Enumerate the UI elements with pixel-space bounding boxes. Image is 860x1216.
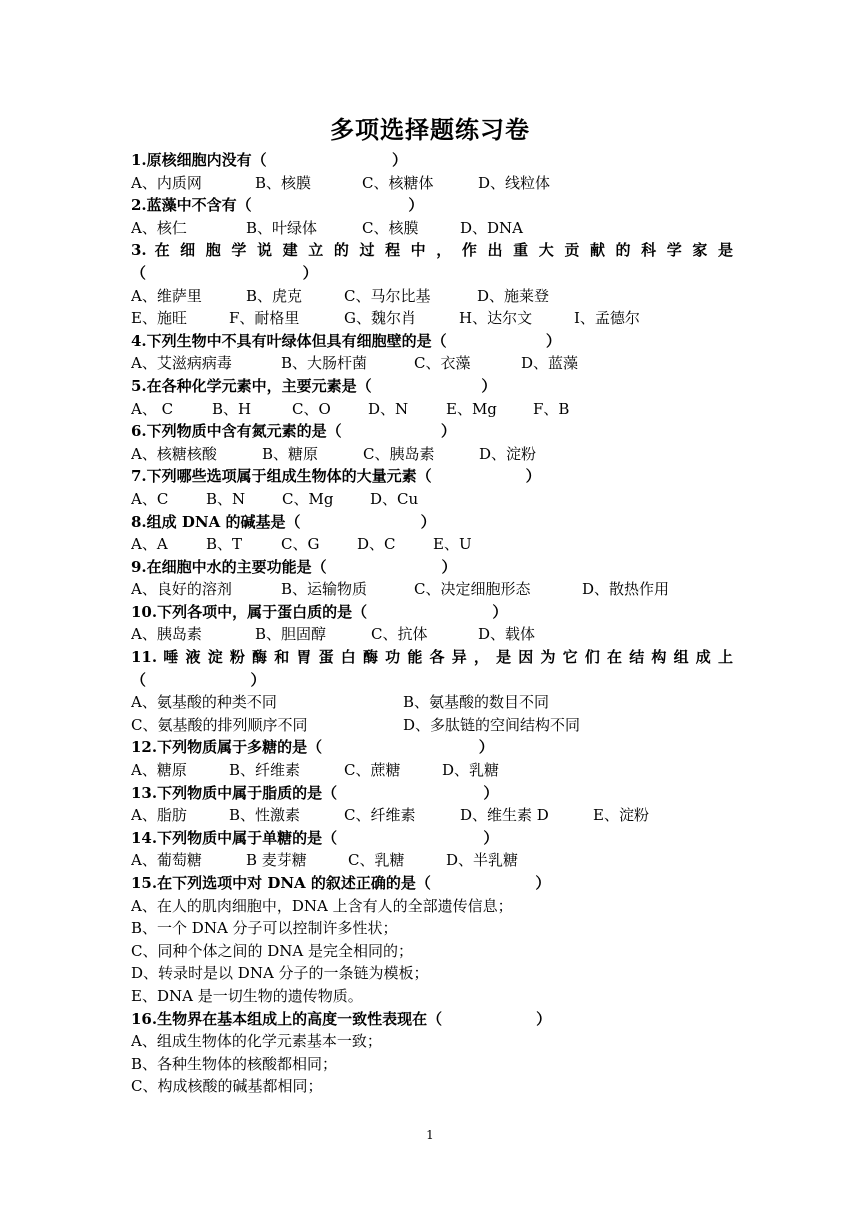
options-7 — [131, 488, 733, 511]
option: E、淀粉 — [593, 806, 649, 825]
question-8: 8.组成 DNA 的碱基是（ ） — [131, 512, 436, 531]
option: B、纤维素 — [229, 761, 301, 780]
option: A、氨基酸的种类不同 — [131, 693, 277, 712]
option: B、运输物质 — [281, 580, 368, 599]
options-1 — [131, 172, 733, 195]
question-16: 16.生物界在基本组成上的高度一致性表现在（ ） — [131, 1009, 552, 1028]
option: B、胆固醇 — [255, 625, 327, 644]
option: H、达尔文 — [459, 309, 533, 328]
option: A、A — [131, 535, 168, 554]
option: D、施莱登 — [477, 286, 550, 305]
options-3 — [131, 285, 733, 308]
option: G、魏尔肖 — [344, 309, 416, 328]
option: E、U — [433, 535, 472, 554]
option-line: A、组成生物体的化学元素基本一致； — [131, 1032, 382, 1051]
option: C、G — [281, 535, 320, 554]
question-7: 7.下列哪些选项属于组成生物体的大量元素（ ） — [131, 467, 541, 486]
options-12 — [131, 759, 733, 782]
option: C、蔗糖 — [344, 761, 401, 780]
option: C、O — [292, 399, 331, 418]
option: D、DNA — [460, 218, 524, 237]
option-line: D、转录时是以 DNA 分子的一条链为模板； — [131, 964, 429, 983]
option: B、叶绿体 — [246, 218, 318, 237]
option: C、乳糖 — [348, 851, 405, 870]
question-14: 14.下列物质中属于单糖的是（ ） — [131, 828, 499, 847]
options-4 — [131, 352, 733, 375]
question-9: 9.在细胞中水的主要功能是（ ） — [131, 557, 457, 576]
option: C、衣藻 — [414, 354, 471, 373]
options-5 — [131, 398, 733, 421]
option: C、Mg — [282, 489, 334, 508]
option: F、耐格里 — [229, 309, 300, 328]
option: D、蓝藻 — [521, 354, 579, 373]
option: A、艾滋病病毒 — [131, 354, 232, 373]
option: A、C — [131, 489, 169, 508]
option: C、马尔比基 — [344, 286, 431, 305]
option: D、C — [357, 535, 396, 554]
page-title: 多项选择题练习卷 — [330, 115, 530, 144]
question-1: 1.原核细胞内没有（ ） — [131, 151, 407, 169]
question-12: 12.下列物质属于多糖的是（ ） — [131, 738, 494, 757]
option: B、T — [206, 535, 243, 554]
option: F、B — [533, 399, 570, 418]
option: B、N — [206, 489, 246, 508]
option: B、性激素 — [229, 806, 301, 825]
option: B、氨基酸的数目不同 — [403, 693, 550, 712]
option: A、维萨里 — [131, 286, 202, 305]
option: C、抗体 — [371, 625, 428, 644]
option: B、糖原 — [262, 444, 319, 463]
option: A、糖原 — [131, 761, 187, 780]
question-6: 6.下列物质中含有氮元素的是（ ） — [131, 422, 456, 441]
question-11-cont: （ ） — [131, 670, 266, 689]
option: A、良好的溶剂 — [131, 580, 232, 599]
question-5: 5.在各种化学元素中，主要元素是（ ） — [131, 376, 497, 395]
option: E、Mg — [446, 399, 497, 418]
options-2 — [131, 217, 733, 240]
question-list — [131, 149, 733, 1098]
option: C、胰岛素 — [363, 444, 435, 463]
option: C、核糖体 — [362, 173, 434, 192]
option: D、维生素 D — [460, 806, 549, 825]
question-10: 10.下列各项中，属于蛋白质的是（ ） — [131, 602, 508, 621]
option: B 麦芽糖 — [246, 851, 307, 870]
option: D、Cu — [370, 489, 419, 508]
question-15: 15.在下列选项中对 DNA 的叙述正确的是（ ） — [131, 874, 551, 892]
question-4: 4.下列生物中不具有叶绿体但具有细胞壁的是（ ） — [131, 331, 561, 350]
question-13: 13.下列物质中属于脂质的是（ ） — [131, 783, 499, 802]
option: C、决定细胞形态 — [414, 580, 531, 599]
question-11: 11. 唾 液 淀 粉 酶 和 胃 蛋 白 酶 功 能 各 异 ， 是 因 为 它 们 在 结 构 组 成 上 — [131, 648, 733, 667]
option: A、内质网 — [131, 173, 202, 192]
option-line: C、同种个体之间的 DNA 是完全相同的； — [131, 941, 413, 960]
option: D、多肽链的空间结构不同 — [403, 715, 581, 734]
option: I、孟德尔 — [574, 309, 640, 328]
options-9 — [131, 578, 733, 601]
option: C、核膜 — [362, 218, 419, 237]
options-3b — [131, 307, 733, 330]
options-8 — [131, 533, 733, 556]
option-line: B、各种生物体的核酸都相同； — [131, 1054, 338, 1073]
question-3-cont: （ ） — [131, 263, 318, 282]
options-11a — [131, 691, 733, 714]
options-14 — [131, 849, 733, 872]
option-line: A、在人的肌肉细胞中，DNA 上含有人的全部遗传信息； — [131, 896, 513, 915]
option: A、胰岛素 — [131, 625, 202, 644]
option: C、氨基酸的排列顺序不同 — [131, 715, 308, 734]
option: B、虎克 — [246, 286, 303, 305]
option: B、大肠杆菌 — [281, 354, 368, 373]
option: A、核仁 — [131, 218, 187, 237]
option: C、纤维素 — [344, 806, 416, 825]
option: B、核膜 — [255, 173, 312, 192]
option: D、散热作用 — [582, 580, 670, 599]
option-line: E、DNA 是一切生物的遗传物质。 — [131, 986, 363, 1005]
page-number: 1 — [426, 1128, 434, 1142]
option: A、脂肪 — [131, 806, 187, 825]
option: D、淀粉 — [479, 444, 537, 463]
options-13 — [131, 804, 733, 827]
option: D、N — [368, 399, 409, 418]
options-6 — [131, 443, 733, 466]
option-line: B、一个 DNA 分子可以控制许多性状； — [131, 919, 398, 938]
option: E、施旺 — [131, 309, 187, 328]
option: D、乳糖 — [442, 761, 500, 780]
option: D、半乳糖 — [446, 851, 519, 870]
option-line: C、构成核酸的碱基都相同； — [131, 1077, 323, 1096]
question-3: 3. 在 细 胞 学 说 建 立 的 过 程 中 ， 作 出 重 大 贡 献 的 科 学 家 是 — [131, 241, 733, 260]
option: A、 C — [131, 399, 174, 418]
options-11b — [131, 714, 733, 737]
option: D、载体 — [478, 625, 536, 644]
question-2: 2.蓝藻中不含有（ ） — [131, 196, 424, 215]
options-10 — [131, 623, 733, 646]
option: B、H — [212, 399, 252, 418]
option: D、线粒体 — [478, 173, 551, 192]
option: A、核糖核酸 — [131, 444, 217, 463]
option: A、葡萄糖 — [131, 851, 202, 870]
